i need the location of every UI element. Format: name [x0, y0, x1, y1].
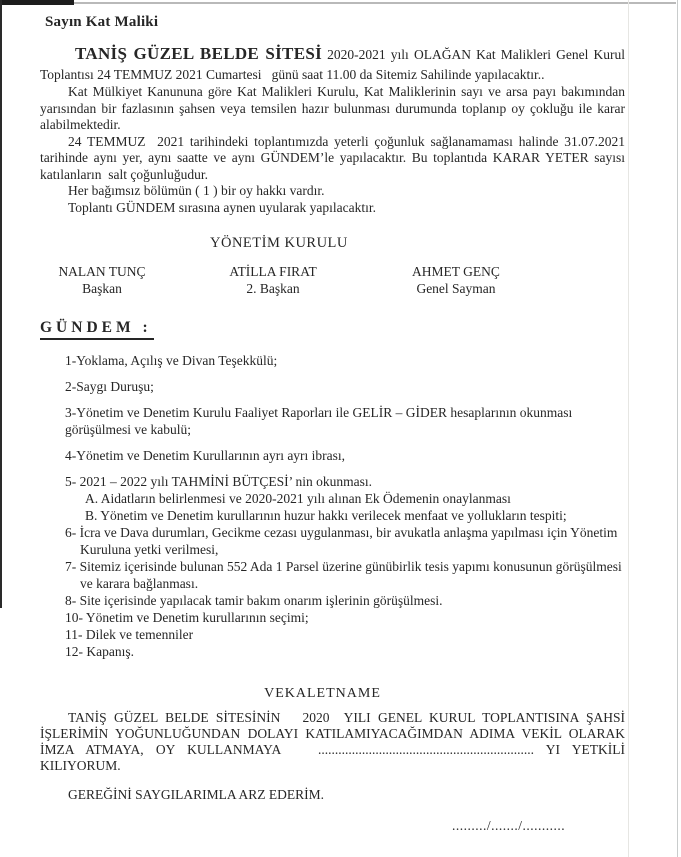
second-meeting-paragraph: 24 TEMMUZ 2021 tarihindeki toplantımızda yeterli çoğunluk sağlanamaması halinde 31.07.2021 tarihinde aynı yer, aynı saatte ve aynı GÜNDEM’le yapılacaktır. Bu toplantıda KARAR YETER sayısı katılanların salt çoğunluğudur. [40, 133, 625, 182]
board-member-title: Başkan [82, 281, 122, 296]
vote-right-line: Her bağımsız bölümün ( 1 ) bir oy hakkı vardır. [68, 183, 325, 198]
agenda-item: 10- Yönetim ve Denetim kurullarının seçimi; [65, 610, 309, 625]
agenda-subitem: B. Yönetim ve Denetim kurullarının huzur hakkı verilecek menfaat ve yollukların tespiti; [85, 508, 567, 523]
quorum-paragraph: Kat Mülkiyet Kanununa göre Kat Malikleri Kurulu, Kat Maliklerinin sayı ve arsa payı bakımından yarısından bir fazlasının şahsen veya temsilen hazır bulunması durumunda toplanıp oy çokluğu ile karar alabilmektedir. [40, 84, 625, 132]
agenda-item: 5- 2021 – 2022 yılı TAHMİNİ BÜTÇESİ’ nin okunması. [65, 474, 373, 489]
closing-line: GEREĞİNİ SAYGILARIMLA ARZ EDERİM. [68, 787, 324, 802]
agenda-item: 2-Saygı Duruşu; [65, 379, 154, 394]
board-member [412, 263, 500, 297]
meeting-announcement: 2020-2021 yılı OLAĞAN Kat Malikleri Genel Kurul Toplantısı 24 TEMMUZ 2021 Cumartesi günü saat 11.00 da Sitemiz Sahilinde yapılacaktır.. [40, 47, 626, 82]
agenda-item: 12- Kapanış. [65, 644, 134, 659]
agenda-item: 11- Dilek ve temenniler [65, 627, 194, 642]
agenda-item: 1-Yoklama, Açılış ve Divan Teşekkülü; [65, 353, 278, 368]
agenda-subitem: A. Aidatların belirlenmesi ve 2020-2021 yılı alınan Ek Ödemenin onaylanması [85, 491, 511, 506]
document-page [40, 14, 625, 834]
board-member [58, 263, 145, 297]
proxy-name-blank: ................................................................ [317, 742, 534, 757]
board-member-name: ATİLLA FIRAT [229, 264, 317, 279]
site-name-title: TANİŞ GÜZEL BELDE SİTESİ [75, 44, 323, 63]
scan-edge-left [0, 0, 2, 608]
date-blank-line: ........./......./........... [452, 818, 566, 833]
scan-page-edge [628, 0, 629, 857]
intro-paragraph [40, 44, 625, 84]
proxy-text-before: TANİŞ GÜZEL BELDE SİTESİNİN 2020 YILI GENEL KURUL TOPLANTISINA ŞAHSİ İŞLERİMİN YOĞUNLUĞUNDAN DOLAYI KATILAMIYACAĞIMDAN ADIMA VEKİL OLARAK İMZA ATMAYA, OY KULLANMAYA [40, 710, 625, 757]
proxy-text-after: YI YETKİLİ KILIYORUM. [40, 742, 625, 773]
agenda-item: 6- İcra ve Dava durumları, Gecikme cezası uygulanması, bir avukatla anlaşma yapılması için Yönetim Kuruluna yetki verilmesi, [65, 525, 618, 557]
board-member-title: Genel Sayman [416, 281, 496, 296]
agenda-item: 7- Sitemiz içerisinde bulunan 552 Ada 1 Parsel üzerine günübirlik tesis yapımı konusunun görüşülmesi ve karara bağlanması. [65, 559, 622, 591]
board-section [40, 235, 625, 303]
board-member [229, 263, 316, 297]
agenda-item: 8- Site içerisinde yapılacak tamir bakım onarım işlerinin görüşülmesi. [65, 593, 443, 608]
board-member-title: 2. Başkan [246, 281, 300, 296]
salutation: Sayın Kat Maliki [45, 14, 159, 30]
board-member-name: AHMET GENÇ [412, 264, 500, 279]
proxy-paragraph [40, 710, 625, 774]
board-heading: YÖNETİM KURULU [210, 235, 348, 251]
scan-edge-top [0, 2, 676, 4]
scan-edge-right [677, 0, 678, 857]
proxy-heading: VEKALETNAME [264, 686, 381, 701]
agenda-heading: GÜNDEM : [40, 319, 154, 340]
agenda-list [65, 352, 625, 660]
board-member-name: NALAN TUNÇ [58, 264, 146, 279]
scan-edge-top-left [0, 0, 74, 5]
agenda-item: 3-Yönetim ve Denetim Kurulu Faaliyet Raporları ile GELİR – GİDER hesaplarının okunması görüşülmesi ve kabulü; [65, 405, 573, 437]
agenda-order-line: Toplantı GÜNDEM sırasına aynen uyularak yapılacaktır. [68, 199, 376, 215]
agenda-item: 4-Yönetim ve Denetim Kurullarının ayrı ayrı ibrası, [65, 448, 346, 463]
